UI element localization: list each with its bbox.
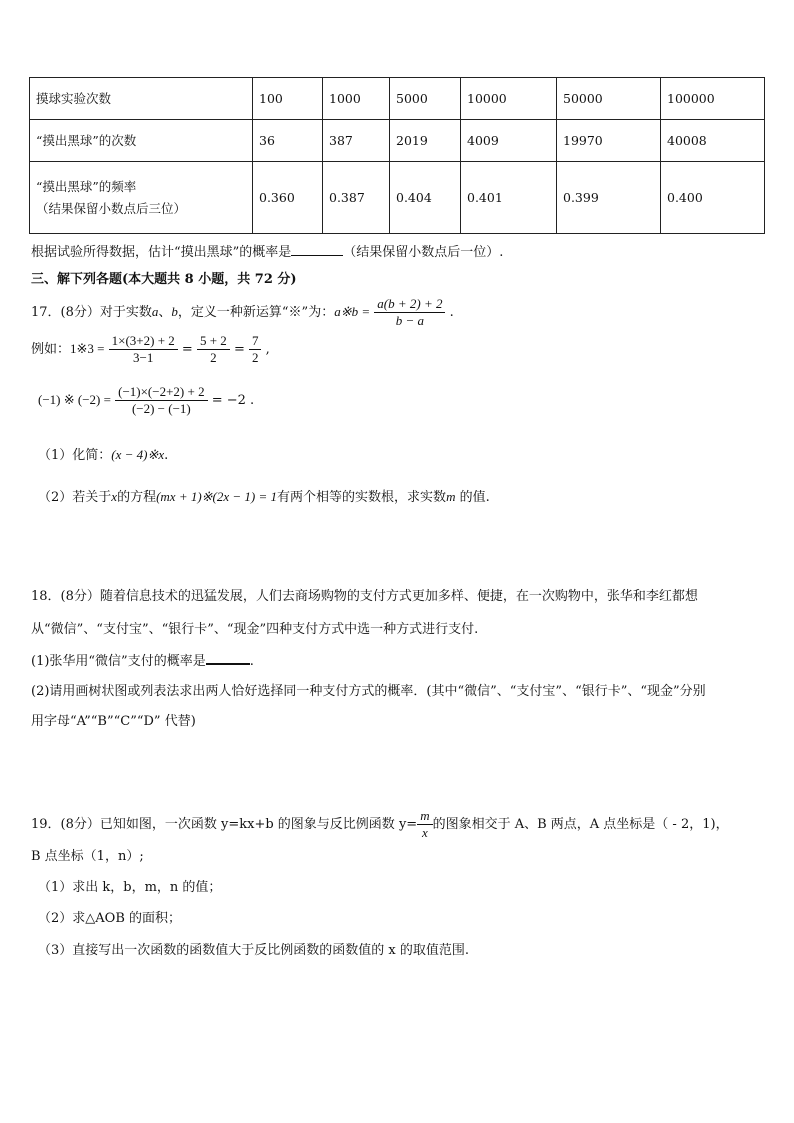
q19-stem-line1: 19．(8分）已知如图，一次函数 y=kx+b 的图象与反比例函数 y= $\frac{m}{x}$ 的图象相交于 A、B 两点，A 点坐标是（ - 2，1)，: [31, 808, 729, 840]
table-cell: 100: [253, 78, 323, 120]
row-label-line2: （结果保留小数点后三位）: [36, 200, 187, 216]
table-cell: 0.360: [253, 162, 323, 234]
table-cell: 100000: [661, 78, 765, 120]
operation-definition-fraction: $\frac{a(b + 2) + 2}{b - a}$: [374, 296, 445, 329]
q17-part-2: （2）若关于x的方程(mx + 1)※(2x − 1) = 1有两个相等的实数根，求实数m 的值.: [38, 489, 490, 505]
experiment-table: [29, 77, 765, 234]
table-cell: 40008: [661, 120, 765, 162]
q17-part-1: （1）化简：(x − 4)※x.: [38, 447, 169, 463]
answer-blank: [291, 243, 343, 256]
table-cell: 1000: [323, 78, 390, 120]
q17-stem: 17．(8分）对于实数a、b，定义一种新运算“※”为：a※b = $\frac{a(b + 2) + 2}{b - a}$ .: [31, 296, 454, 328]
q18-part-2-line1: (2)请用画树状图或列表法求出两人恰好选择同一种支付方式的概率．(其中“微信”、“支付宝”、“银行卡”、“现金”分别: [31, 684, 706, 699]
q18-stem-line1: 18．(8分）随着信息技术的迅猛发展，人们去商场购物的支付方式更加多样、便捷，在一次购物中，张华和李红都想: [31, 589, 698, 604]
q17-example-1: 例如：1※3 = $\frac{1\times(3+2) + 2}{3-1}$ = $\frac{5 + 2}{2}$ = $\frac{7}{2}$ ,: [31, 333, 270, 365]
table-cell: 0.400: [661, 162, 765, 234]
table-cell: 5000: [390, 78, 461, 120]
q17-example-2: (−1) ※ (−2) = $\frac{(-1)\times(-2+2) + 2}{(-2) - (-1)}$ = −2 .: [38, 384, 255, 416]
q19-part-2: （2）求△AOB 的面积；: [38, 911, 182, 926]
table-row: [30, 162, 765, 234]
table-cell: 4009: [461, 120, 557, 162]
table-cell: 387: [323, 120, 390, 162]
table-cell: 0.399: [557, 162, 661, 234]
row-label: “摸出黑球”的次数: [30, 120, 253, 162]
table-cell: 0.401: [461, 162, 557, 234]
section-heading: 三、解下列各题(本大题共 8 小题，共 72 分): [31, 272, 297, 287]
row-label: [30, 162, 253, 234]
q19-part-1: （1）求出 k，b，m，n 的值；: [38, 880, 222, 895]
table-cell: 36: [253, 120, 323, 162]
table-row: [30, 78, 765, 120]
table-cell: 2019: [390, 120, 461, 162]
table-cell: 0.387: [323, 162, 390, 234]
q19-stem-line2: B 点坐标（1，n）;: [31, 849, 144, 864]
q18-part-2-line2: 用字母“A”“B”“C”“D” 代替): [31, 714, 196, 729]
answer-blank: [206, 651, 250, 665]
table-cell: 10000: [461, 78, 557, 120]
table-cell: 0.404: [390, 162, 461, 234]
row-label-line1: “摸出黑球”的频率: [36, 178, 137, 194]
row-label: 摸球实验次数: [30, 78, 253, 120]
inverse-function-fraction: $\frac{m}{x}$: [417, 808, 432, 841]
table-cell: 19970: [557, 120, 661, 162]
q18-stem-line2: 从“微信”、“支付宝”、“银行卡”、“现金”四种支付方式中选一种方式进行支付.: [31, 622, 479, 637]
table-cell: 50000: [557, 78, 661, 120]
q19-part-3: （3）直接写出一次函数的函数值大于反比例函数的函数值的 x 的取值范围.: [38, 943, 469, 958]
q18-part-1: (1)张华用“微信”支付的概率是 .: [31, 650, 254, 669]
q16-estimate-line: 根据试验所得数据，估计“摸出黑球”的概率是 （结果保留小数点后一位）.: [31, 245, 504, 260]
table-row: [30, 120, 765, 162]
